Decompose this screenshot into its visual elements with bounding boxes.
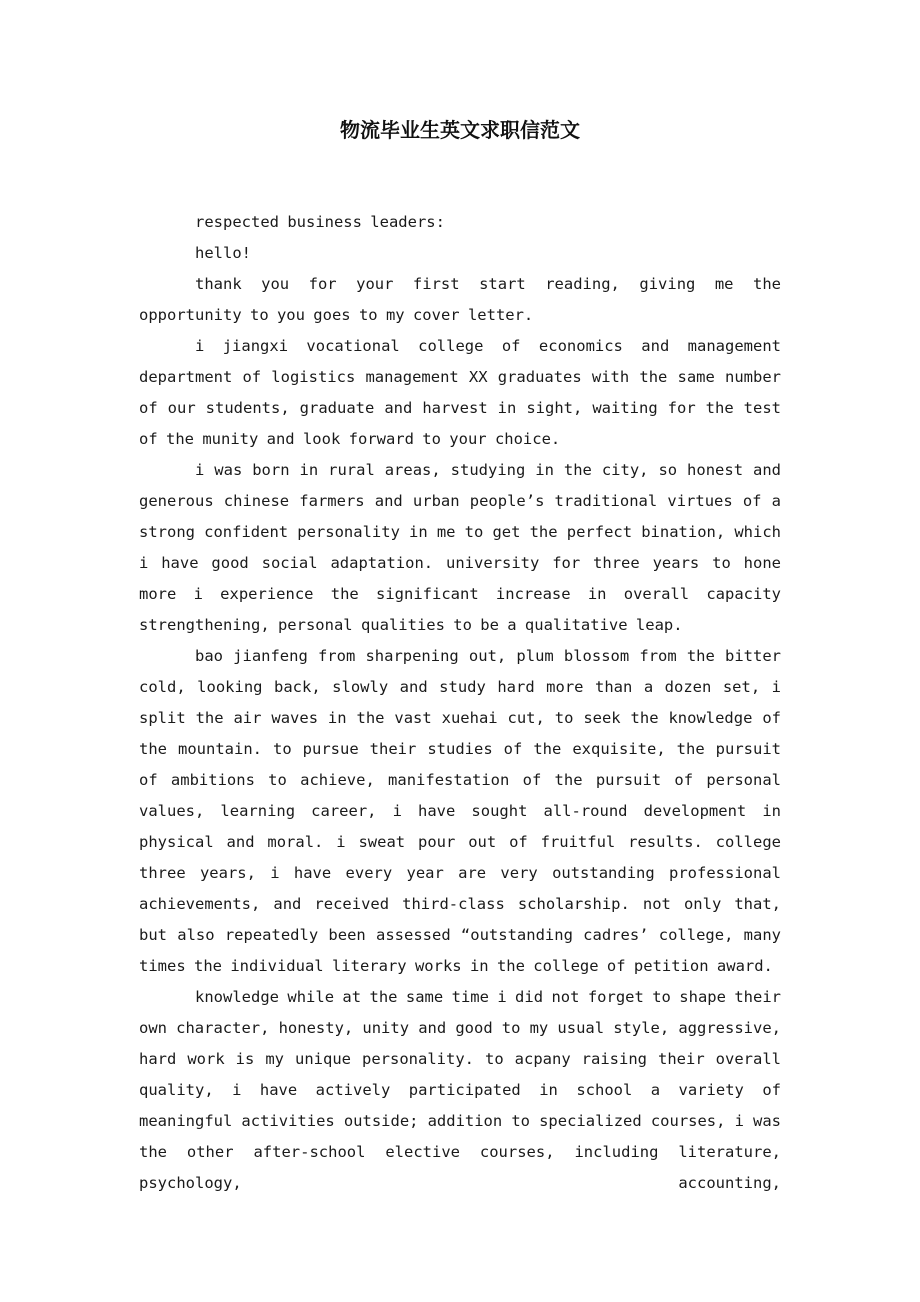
paragraph-background: i was born in rural areas, studying in the city, so honest and generous chinese farmers and urban people’s traditional virtues of a strong confident personality in me to get the perfect bination, which i have good social adaptation. university for three years to hone more i experience the significant increase in overall capacity strengthening, personal qualities to be a qualitative leap. [139,461,781,634]
paragraph-character: knowledge while at the same time i did not forget to shape their own character, honesty, unity and good to my usual style, aggressive, hard work is my unique personality. to acpany raising their overall quality, i have actively participated in school a variety of meaningful activities outside; addition to specialized courses, i was the other after-school elective courses, including literature, psychology, accounting, [139,988,781,1192]
paragraph-intro: thank you for your first start reading, giving me the opportunity to you goes to my cover letter. [139,275,781,324]
paragraph-studies: bao jianfeng from sharpening out, plum blossom from the bitter cold, looking back, slowly and study hard more than a dozen set, i split the air waves in the vast xuehai cut, to seek the knowledge of the mountain. to pursue their studies of the exquisite, the pursuit of ambitions to achieve, manifestation of the pursuit of personal values, learning career, i have sought all-round development in physical and moral. i sweat pour out of fruitful results. college three years, i have every year are very outstanding professional achievements, and received third-class scholarship. not only that, but also repeatedly been assessed “outstanding cadres’ college, many times the individual literary works in the college of petition award. [139,647,781,975]
salutation: respected business leaders: [195,213,445,231]
letter-body [139,207,781,1199]
document-title: 物流毕业生英文求职信范文 [340,118,580,142]
paragraph-college: i jiangxi vocational college of economics and management department of logistics management XX graduates with the same number of our students, graduate and harvest in sight, waiting for the test of the munity and look forward to your choice. [139,337,781,448]
greeting: hello! [195,244,251,262]
